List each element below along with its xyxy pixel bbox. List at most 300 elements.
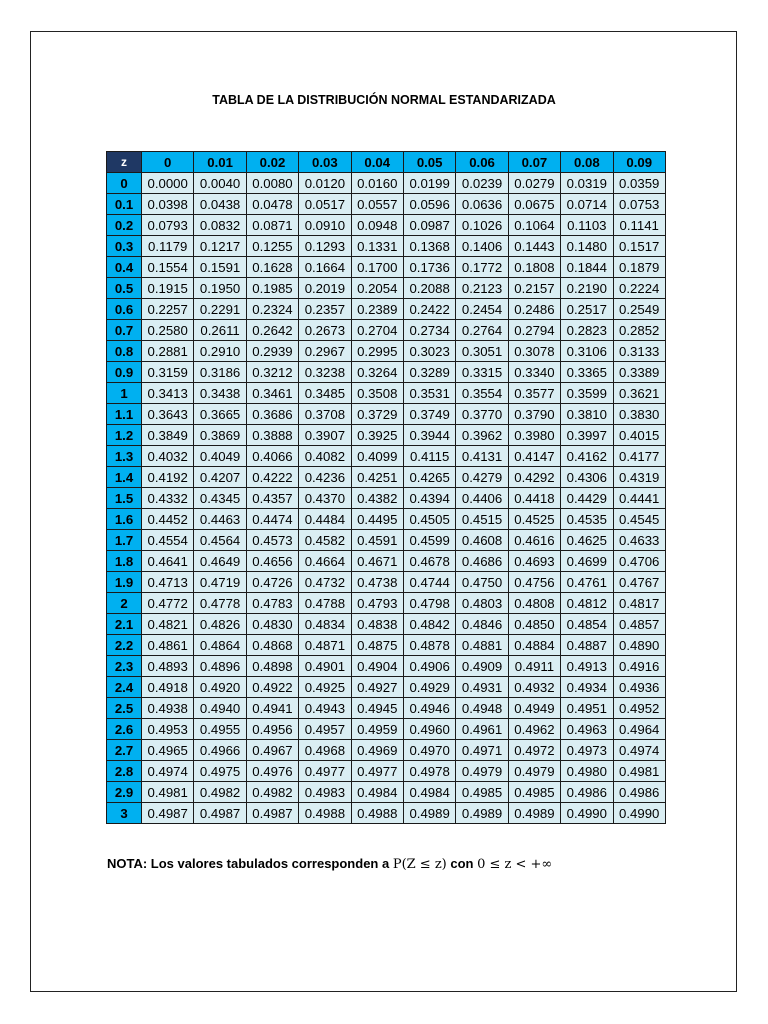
table-cell: 0.2995 [351,341,403,362]
z-table [106,151,666,824]
table-cell: 0.4887 [561,635,613,656]
column-header: 0.07 [508,152,560,173]
table-cell: 0.1368 [403,236,455,257]
footnote [107,856,552,872]
row-header: 1.9 [107,572,142,593]
table-cell: 0.1443 [508,236,560,257]
table-cell: 0.4989 [403,803,455,824]
table-cell: 0.4099 [351,446,403,467]
table-cell: 0.4940 [194,698,246,719]
table-cell: 0.4306 [561,467,613,488]
table-cell: 0.4884 [508,635,560,656]
corner-cell: z [107,152,142,173]
table-cell: 0.0199 [403,173,455,194]
table-cell: 0.4147 [508,446,560,467]
table-row [107,740,666,761]
table-cell: 0.1736 [403,257,455,278]
table-cell: 0.4978 [403,761,455,782]
table-cell: 0.4744 [403,572,455,593]
table-cell: 0.4981 [142,782,194,803]
table-cell: 0.4871 [299,635,351,656]
row-header: 1.5 [107,488,142,509]
table-cell: 0.4686 [456,551,508,572]
table-cell: 0.2580 [142,320,194,341]
table-cell: 0.3888 [246,425,298,446]
table-cell: 0.0438 [194,194,246,215]
table-cell: 0.4975 [194,761,246,782]
table-cell: 0.4964 [613,719,665,740]
row-header: 1.3 [107,446,142,467]
table-cell: 0.3665 [194,404,246,425]
table-cell: 0.1480 [561,236,613,257]
table-cell: 0.1628 [246,257,298,278]
table-row [107,572,666,593]
table-cell: 0.4985 [456,782,508,803]
table-cell: 0.4656 [246,551,298,572]
table-row [107,173,666,194]
table-cell: 0.4049 [194,446,246,467]
table-cell: 0.3531 [403,383,455,404]
table-cell: 0.4909 [456,656,508,677]
table-cell: 0.4987 [194,803,246,824]
table-cell: 0.4767 [613,572,665,593]
table-row [107,320,666,341]
table-cell: 0.3159 [142,362,194,383]
table-cell: 0.3461 [246,383,298,404]
row-header: 2.3 [107,656,142,677]
table-cell: 0.4977 [299,761,351,782]
table-cell: 0.0793 [142,215,194,236]
table-cell: 0.2486 [508,299,560,320]
table-cell: 0.4970 [403,740,455,761]
table-cell: 0.1103 [561,215,613,236]
table-cell: 0.2764 [456,320,508,341]
table-cell: 0.0636 [456,194,508,215]
table-cell: 0.4279 [456,467,508,488]
table-cell: 0.0239 [456,173,508,194]
table-row [107,551,666,572]
table-cell: 0.1664 [299,257,351,278]
table-cell: 0.4192 [142,467,194,488]
table-cell: 0.1255 [246,236,298,257]
column-header: 0.09 [613,152,665,173]
table-cell: 0.2454 [456,299,508,320]
table-cell: 0.4394 [403,488,455,509]
table-cell: 0.3869 [194,425,246,446]
table-row [107,677,666,698]
table-cell: 0.4131 [456,446,508,467]
table-cell: 0.4452 [142,509,194,530]
table-row [107,656,666,677]
table-cell: 0.1950 [194,278,246,299]
table-cell: 0.4015 [613,425,665,446]
table-cell: 0.3238 [299,362,351,383]
table-cell: 0.4738 [351,572,403,593]
column-header: 0.08 [561,152,613,173]
table-cell: 0.4608 [456,530,508,551]
table-cell: 0.4971 [456,740,508,761]
table-cell: 0.4664 [299,551,351,572]
table-cell: 0.4808 [508,593,560,614]
table-cell: 0.4332 [142,488,194,509]
table-cell: 0.3023 [403,341,455,362]
table-cell: 0.4927 [351,677,403,698]
table-cell: 0.0596 [403,194,455,215]
table-cell: 0.4938 [142,698,194,719]
table-cell: 0.3438 [194,383,246,404]
table-cell: 0.3186 [194,362,246,383]
table-row [107,425,666,446]
table-cell: 0.4986 [613,782,665,803]
table-cell: 0.2881 [142,341,194,362]
row-header: 0.7 [107,320,142,341]
table-cell: 0.4982 [194,782,246,803]
table-cell: 0.0557 [351,194,403,215]
table-cell: 0.4979 [456,761,508,782]
table-cell: 0.4864 [194,635,246,656]
table-cell: 0.4726 [246,572,298,593]
table-cell: 0.2611 [194,320,246,341]
table-cell: 0.4370 [299,488,351,509]
table-row [107,530,666,551]
table-cell: 0.4798 [403,593,455,614]
table-cell: 0.4783 [246,593,298,614]
table-cell: 0.2549 [613,299,665,320]
table-cell: 0.4929 [403,677,455,698]
table-cell: 0.4911 [508,656,560,677]
row-header: 0.5 [107,278,142,299]
table-cell: 0.4980 [561,761,613,782]
row-header: 1.2 [107,425,142,446]
table-cell: 0.4913 [561,656,613,677]
table-cell: 0.4382 [351,488,403,509]
column-header: 0.01 [194,152,246,173]
table-cell: 0.4857 [613,614,665,635]
table-cell: 0.4868 [246,635,298,656]
table-cell: 0.4960 [403,719,455,740]
table-cell: 0.2642 [246,320,298,341]
table-cell: 0.4983 [299,782,351,803]
table-cell: 0.2704 [351,320,403,341]
table-cell: 0.3925 [351,425,403,446]
table-cell: 0.4943 [299,698,351,719]
table-cell: 0.4082 [299,446,351,467]
row-header: 2.1 [107,614,142,635]
table-cell: 0.2019 [299,278,351,299]
table-cell: 0.3485 [299,383,351,404]
table-cell: 0.2088 [403,278,455,299]
table-cell: 0.4987 [246,803,298,824]
table-cell: 0.4925 [299,677,351,698]
table-row [107,215,666,236]
table-cell: 0.4977 [351,761,403,782]
table-cell: 0.4989 [508,803,560,824]
table-cell: 0.4881 [456,635,508,656]
table-cell: 0.4990 [561,803,613,824]
table-cell: 0.3389 [613,362,665,383]
table-cell: 0.2190 [561,278,613,299]
table-cell: 0.3133 [613,341,665,362]
table-cell: 0.4834 [299,614,351,635]
table-cell: 0.3830 [613,404,665,425]
table-cell: 0.4974 [613,740,665,761]
table-cell: 0.1293 [299,236,351,257]
table-cell: 0.4693 [508,551,560,572]
table-cell: 0.0478 [246,194,298,215]
table-cell: 0.4222 [246,467,298,488]
table-cell: 0.3708 [299,404,351,425]
table-cell: 0.4418 [508,488,560,509]
table-cell: 0.4564 [194,530,246,551]
table-cell: 0.3264 [351,362,403,383]
table-cell: 0.4967 [246,740,298,761]
table-cell: 0.3997 [561,425,613,446]
page-title: TABLA DE LA DISTRIBUCIÓN NORMAL ESTANDARIZADA [212,93,556,107]
table-cell: 0.4988 [299,803,351,824]
table-cell: 0.4515 [456,509,508,530]
table-row [107,194,666,215]
column-header: 0.06 [456,152,508,173]
table-cell: 0.0398 [142,194,194,215]
table-cell: 0.4854 [561,614,613,635]
table-cell: 0.3907 [299,425,351,446]
row-header: 2.2 [107,635,142,656]
table-cell: 0.4953 [142,719,194,740]
table-cell: 0.4949 [508,698,560,719]
table-cell: 0.4292 [508,467,560,488]
table-cell: 0.4699 [561,551,613,572]
table-cell: 0.4406 [456,488,508,509]
table-cell: 0.4974 [142,761,194,782]
table-cell: 0.4505 [403,509,455,530]
row-header: 1.6 [107,509,142,530]
table-cell: 0.0319 [561,173,613,194]
table-row [107,299,666,320]
table-cell: 0.2910 [194,341,246,362]
table-cell: 0.0279 [508,173,560,194]
table-cell: 0.3810 [561,404,613,425]
column-header: 0.05 [403,152,455,173]
table-cell: 0.4115 [403,446,455,467]
table-cell: 0.2291 [194,299,246,320]
table-row [107,404,666,425]
row-header: 2.6 [107,719,142,740]
table-cell: 0.0910 [299,215,351,236]
table-row [107,383,666,404]
table-cell: 0.4319 [613,467,665,488]
table-cell: 0.4778 [194,593,246,614]
row-header: 0.2 [107,215,142,236]
table-cell: 0.3790 [508,404,560,425]
table-cell: 0.4973 [561,740,613,761]
table-cell: 0.2734 [403,320,455,341]
table-cell: 0.4474 [246,509,298,530]
table-cell: 0.1915 [142,278,194,299]
table-cell: 0.4678 [403,551,455,572]
table-cell: 0.4934 [561,677,613,698]
table-cell: 0.4573 [246,530,298,551]
table-cell: 0.3212 [246,362,298,383]
footnote-connector: con [446,856,478,871]
table-cell: 0.3554 [456,383,508,404]
table-cell: 0.4920 [194,677,246,698]
table-cell: 0.4463 [194,509,246,530]
table-cell: 0.1985 [246,278,298,299]
table-cell: 0.3643 [142,404,194,425]
table-cell: 0.4948 [456,698,508,719]
table-cell: 0.4713 [142,572,194,593]
table-cell: 0.4812 [561,593,613,614]
table-cell: 0.3962 [456,425,508,446]
table-cell: 0.4906 [403,656,455,677]
table-cell: 0.4826 [194,614,246,635]
table-cell: 0.1591 [194,257,246,278]
table-cell: 0.4904 [351,656,403,677]
table-cell: 0.4957 [299,719,351,740]
table-cell: 0.3770 [456,404,508,425]
table-row [107,719,666,740]
table-cell: 0.4968 [299,740,351,761]
table-cell: 0.2967 [299,341,351,362]
table-cell: 0.4582 [299,530,351,551]
table-cell: 0.0714 [561,194,613,215]
table-cell: 0.2823 [561,320,613,341]
table-cell: 0.4357 [246,488,298,509]
table-cell: 0.4633 [613,530,665,551]
table-cell: 0.4959 [351,719,403,740]
table-header-row [107,152,666,173]
table-cell: 0.1026 [456,215,508,236]
table-cell: 0.4945 [351,698,403,719]
table-cell: 0.4976 [246,761,298,782]
table-row [107,467,666,488]
table-cell: 0.4761 [561,572,613,593]
table-cell: 0.0080 [246,173,298,194]
row-header: 0.6 [107,299,142,320]
table-cell: 0.3078 [508,341,560,362]
table-cell: 0.4985 [508,782,560,803]
row-header: 0 [107,173,142,194]
table-cell: 0.4966 [194,740,246,761]
table-cell: 0.4207 [194,467,246,488]
table-cell: 0.3289 [403,362,455,383]
row-header: 3 [107,803,142,824]
table-cell: 0.2794 [508,320,560,341]
table-cell: 0.4821 [142,614,194,635]
table-cell: 0.2673 [299,320,351,341]
table-cell: 0.3980 [508,425,560,446]
row-header: 1.1 [107,404,142,425]
table-cell: 0.4803 [456,593,508,614]
table-cell: 0.3413 [142,383,194,404]
table-cell: 0.4981 [613,761,665,782]
table-cell: 0.1808 [508,257,560,278]
table-cell: 0.4591 [351,530,403,551]
table-row [107,509,666,530]
table-row [107,614,666,635]
table-cell: 0.4162 [561,446,613,467]
table-cell: 0.1700 [351,257,403,278]
table-cell: 0.4941 [246,698,298,719]
table-row [107,635,666,656]
table-cell: 0.2517 [561,299,613,320]
table-row [107,488,666,509]
table-cell: 0.4177 [613,446,665,467]
table-cell: 0.1517 [613,236,665,257]
table-cell: 0.4625 [561,530,613,551]
table-cell: 0.4066 [246,446,298,467]
table-cell: 0.4616 [508,530,560,551]
row-header: 2 [107,593,142,614]
table-cell: 0.2123 [456,278,508,299]
table-cell: 0.4846 [456,614,508,635]
table-cell: 0.4878 [403,635,455,656]
table-cell: 0.4830 [246,614,298,635]
table-cell: 0.4982 [246,782,298,803]
table-cell: 0.3849 [142,425,194,446]
table-cell: 0.2939 [246,341,298,362]
table-cell: 0.4962 [508,719,560,740]
table-cell: 0.2852 [613,320,665,341]
row-header: 1.7 [107,530,142,551]
row-header: 0.3 [107,236,142,257]
row-header: 0.4 [107,257,142,278]
column-header: 0.03 [299,152,351,173]
table-cell: 0.1064 [508,215,560,236]
table-cell: 0.4032 [142,446,194,467]
row-header: 2.7 [107,740,142,761]
table-cell: 0.2324 [246,299,298,320]
table-cell: 0.3577 [508,383,560,404]
table-cell: 0.4979 [508,761,560,782]
table-cell: 0.2257 [142,299,194,320]
table-cell: 0.4956 [246,719,298,740]
table-cell: 0.4750 [456,572,508,593]
table-cell: 0.3686 [246,404,298,425]
table-cell: 0.0987 [403,215,455,236]
table-cell: 0.4989 [456,803,508,824]
table-cell: 0.4756 [508,572,560,593]
table-cell: 0.4890 [613,635,665,656]
table-cell: 0.4484 [299,509,351,530]
table-row [107,236,666,257]
table-cell: 0.4850 [508,614,560,635]
row-header: 0.9 [107,362,142,383]
table-cell: 0.4969 [351,740,403,761]
table-cell: 0.3944 [403,425,455,446]
table-cell: 0.4936 [613,677,665,698]
table-cell: 0.0675 [508,194,560,215]
table-cell: 0.4641 [142,551,194,572]
table-cell: 0.4922 [246,677,298,698]
table-cell: 0.4719 [194,572,246,593]
table-cell: 0.4987 [142,803,194,824]
table-cell: 0.4893 [142,656,194,677]
table-body [107,173,666,824]
table-cell: 0.4875 [351,635,403,656]
table-row [107,278,666,299]
table-cell: 0.4952 [613,698,665,719]
table-cell: 0.4265 [403,467,455,488]
table-cell: 0.4525 [508,509,560,530]
table-cell: 0.4535 [561,509,613,530]
row-header: 1.4 [107,467,142,488]
table-row [107,446,666,467]
table-row [107,698,666,719]
table-row [107,593,666,614]
table-cell: 0.0753 [613,194,665,215]
table-cell: 0.4984 [403,782,455,803]
